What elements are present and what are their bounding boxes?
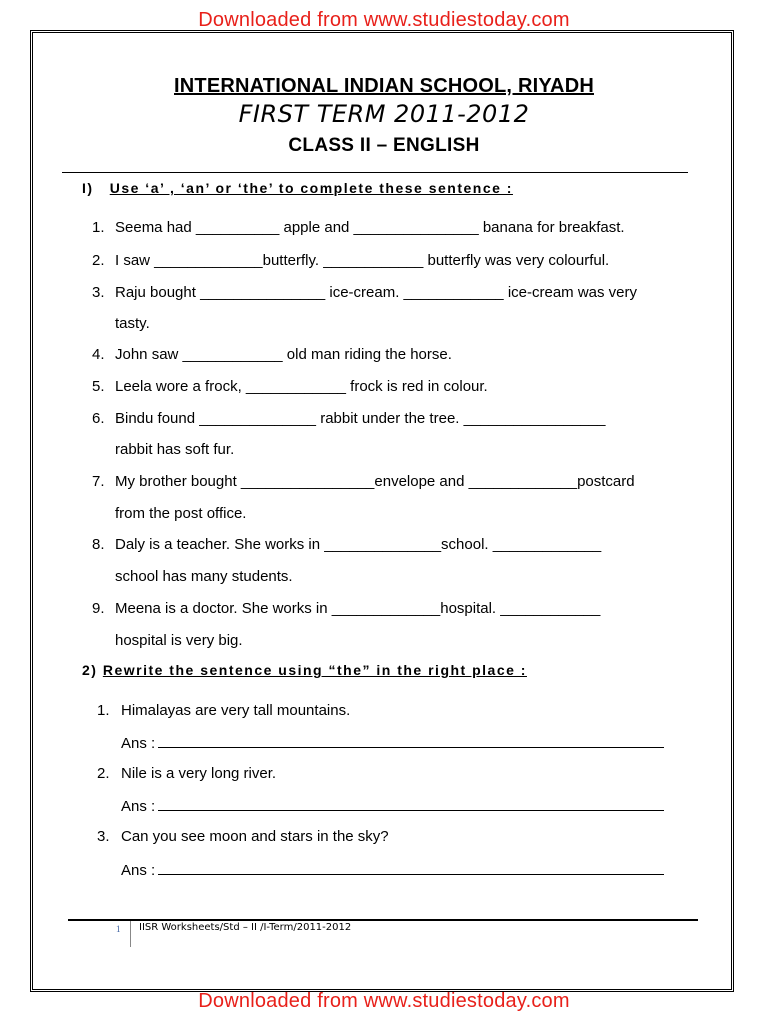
section2-title: Rewrite the sentence using “the” in the right place : [102,662,527,678]
answer-row-1 [121,733,664,752]
section1-heading [82,180,513,196]
term-title: FIRST TERM 2011-2012 [238,100,530,128]
question-number: 5. [92,378,105,395]
section1-number: I) [82,180,94,196]
question-text: John saw ____________ old man riding the horse. [115,346,452,363]
question-number: 9. [92,600,105,617]
section2-number: 2) [82,662,98,678]
question-5 [92,378,488,395]
question-number: 3. [92,284,105,301]
question-6-continuation: rabbit has soft fur. [115,441,235,458]
question-6 [92,410,605,427]
question-text: Can you see moon and stars in the sky? [121,828,389,845]
answer-label: Ans : [121,735,156,752]
question-text: Bindu found ______________ rabbit under the tree. _________________ [115,410,606,427]
page-number: 1 [116,924,121,934]
answer-label: Ans : [121,798,156,815]
question-text: Seema had __________ apple and _______________ banana for breakfast. [115,219,625,236]
question-3-continuation: tasty. [115,315,150,332]
class-subject: CLASS II – ENGLISH [288,135,480,156]
answer-row-3 [121,860,664,879]
question-7-continuation: from the post office. [115,505,247,522]
school-name: INTERNATIONAL INDIAN SCHOOL, RIYADH [174,75,594,97]
rewrite-question-2 [97,765,276,782]
question-text: Raju bought _______________ ice-cream. ____________ ice-cream was very [115,284,638,301]
answer-label: Ans : [121,862,156,879]
footer-rule [68,919,698,921]
question-number: 3. [97,828,110,845]
footer-text: IISR Worksheets/Std – II /I-Term/2011-2012 [139,922,352,933]
question-text: I saw _____________butterfly. ____________ butterfly was very colourful. [115,252,610,269]
question-number: 1. [97,702,110,719]
rewrite-question-1 [97,702,350,719]
answer-line [158,860,664,875]
question-9-continuation: hospital is very big. [115,632,243,649]
question-8-continuation: school has many students. [115,568,293,585]
question-text: Meena is a doctor. She works in _____________hospital. ____________ [115,600,601,617]
question-number: 8. [92,536,105,553]
question-number: 6. [92,410,105,427]
section2-heading [82,662,527,678]
rewrite-question-3 [97,828,389,845]
question-number: 7. [92,473,105,490]
section1-title: Use ‘a’ , ‘an’ or ‘the’ to complete these sentence : [109,180,513,196]
question-text: Leela wore a frock, ____________ frock is red in colour. [115,378,488,395]
question-number: 1. [92,219,105,236]
watermark-bottom: Downloaded from www.studiestoday.com [198,990,570,1012]
question-text: Himalayas are very tall mountains. [121,702,351,719]
question-8 [92,536,601,553]
question-2 [92,252,609,269]
question-4 [92,346,452,363]
question-number: 2. [92,252,105,269]
footer-divider [130,921,131,947]
question-text: Nile is a very long river. [121,765,277,782]
question-3 [92,284,637,301]
answer-line [158,733,664,748]
question-number: 4. [92,346,105,363]
answer-line [158,796,664,811]
watermark-top: Downloaded from www.studiestoday.com [198,9,570,31]
question-1 [92,219,625,236]
question-text: Daly is a teacher. She works in ______________school. _____________ [115,536,602,553]
question-9 [92,600,600,617]
question-7 [92,473,635,490]
answer-row-2 [121,796,664,815]
question-number: 2. [97,765,110,782]
question-text: My brother bought ________________envelope and _____________postcard [115,473,635,490]
header-separator [62,172,688,173]
